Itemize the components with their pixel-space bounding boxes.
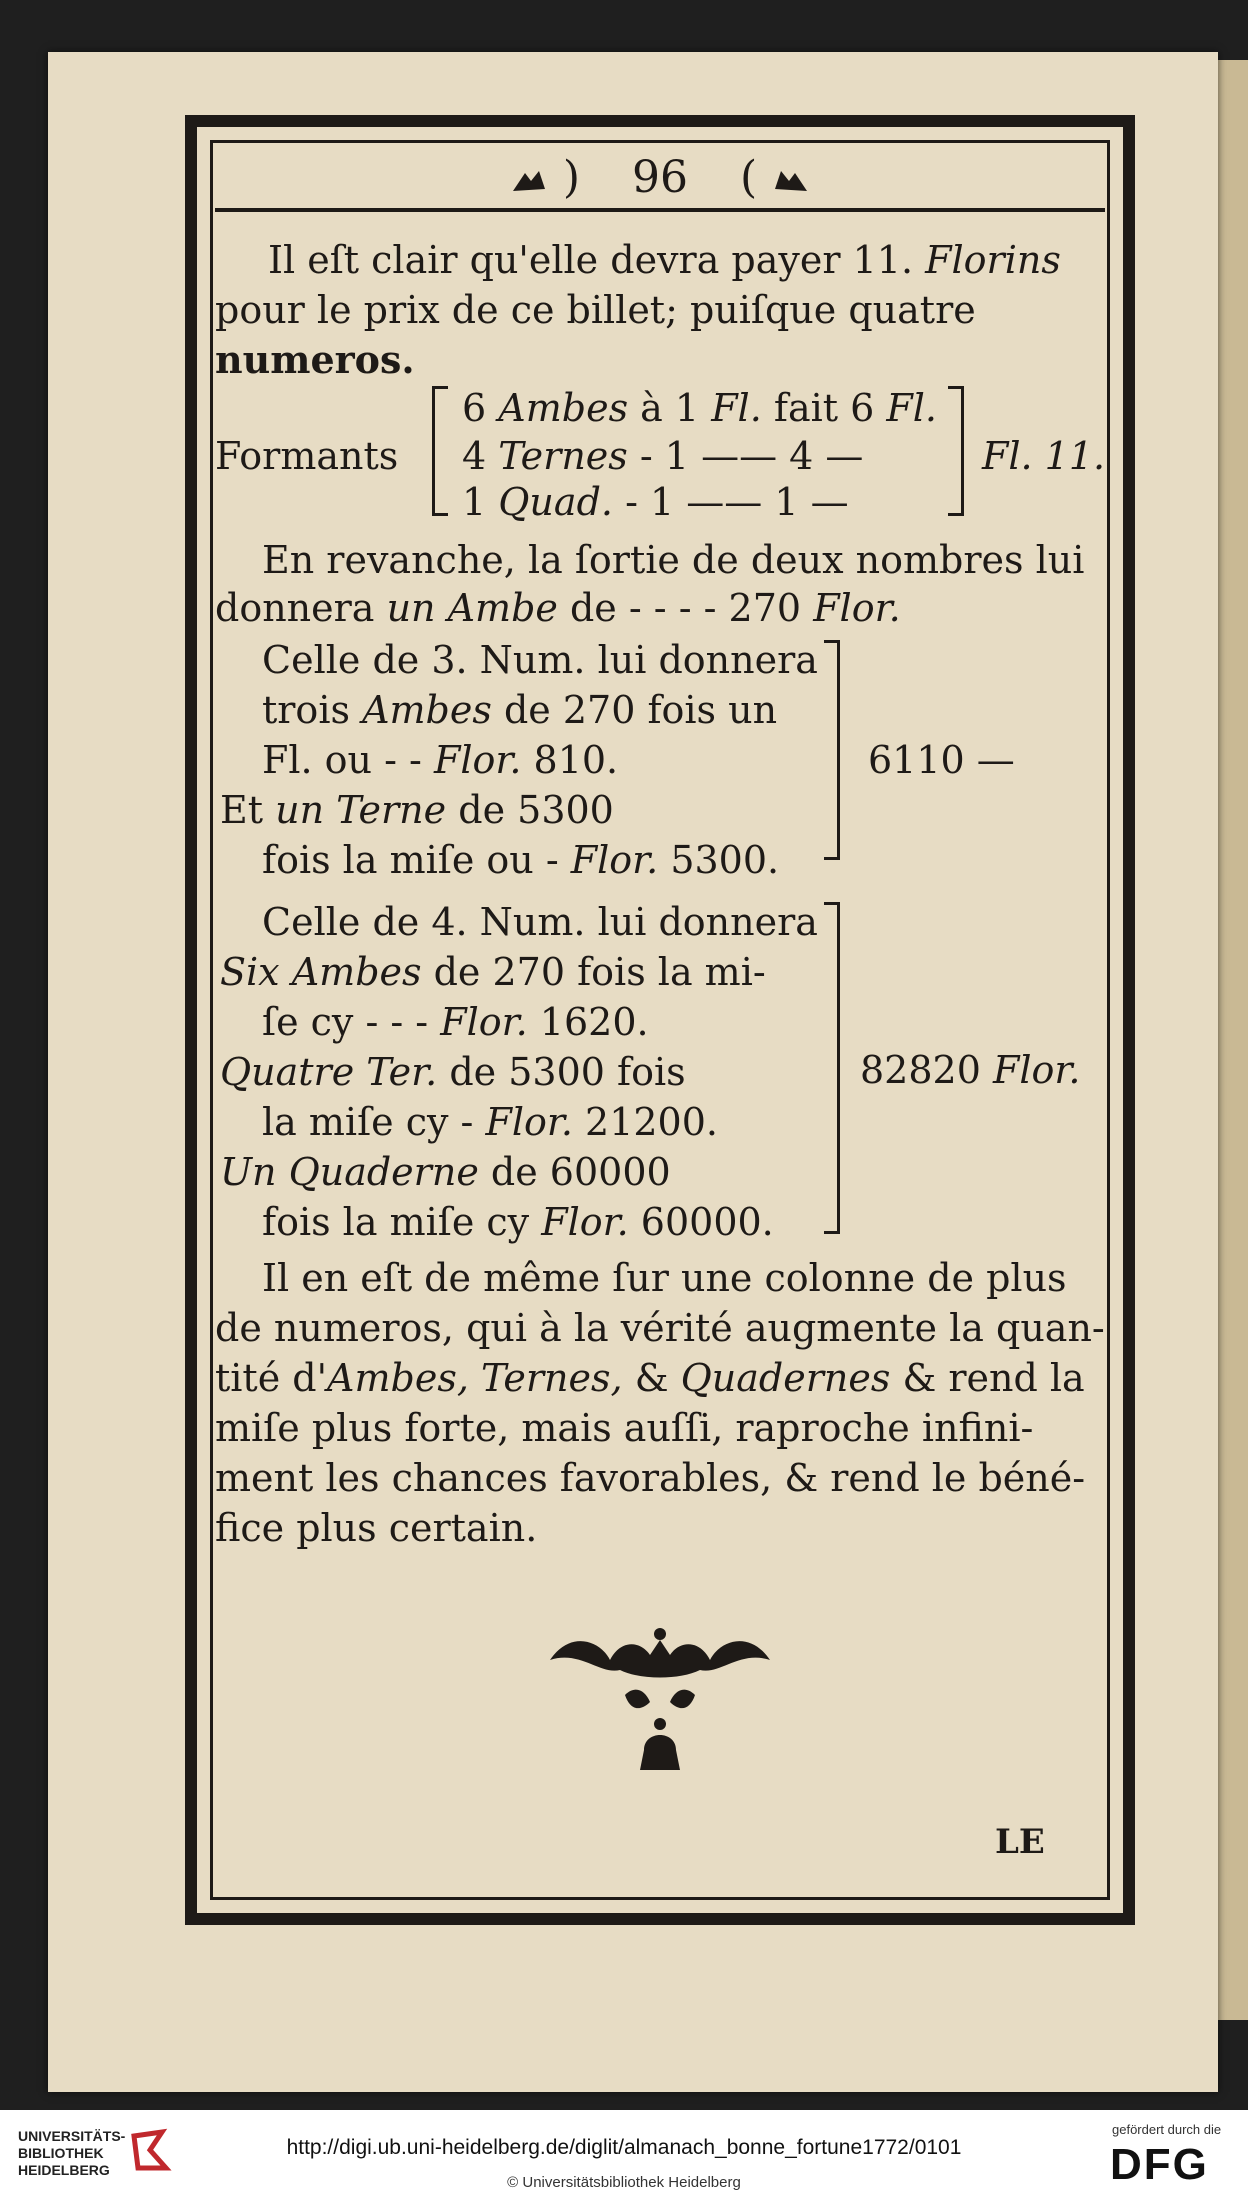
paren-left: ) xyxy=(562,152,580,203)
p1-line-3: numeros. xyxy=(215,337,415,382)
p3-line-5: ment les chances favorables, & rend le béné- xyxy=(215,1456,1086,1500)
b4-line-4: Quatre Ter. de 5300 fois xyxy=(220,1050,686,1094)
formants-row-3: 1 Quad. - 1 —— 1 — xyxy=(462,480,849,524)
dfg-logo[interactable]: DFG xyxy=(1110,2140,1209,2189)
header-rule xyxy=(215,208,1105,212)
page-number: 96 xyxy=(632,152,688,203)
library-logo-text[interactable]: UNIVERSITÄTS- BIBLIOTHEK HEIDELBERG xyxy=(18,2128,126,2178)
ornament-right-icon xyxy=(771,167,811,195)
b4-line-1: Celle de 4. Num. lui donnera xyxy=(262,900,818,944)
formants-brace-left xyxy=(432,386,448,516)
page-url-link[interactable]: http://digi.ub.uni-heidelberg.de/diglit/almanach_bonne_fortune1772/0101 xyxy=(286,2136,962,2159)
paren-right: ( xyxy=(740,152,758,203)
b4-brace xyxy=(824,902,840,1234)
catchword: LE xyxy=(995,1822,1045,1862)
b4-line-3: ſe cy - - - Flor. 1620. xyxy=(262,1000,649,1044)
formants-brace-right xyxy=(948,386,964,516)
formants-total: Fl. 11. xyxy=(982,434,1106,478)
b3-brace xyxy=(824,640,840,860)
ornament-left-icon xyxy=(509,167,549,195)
formants-label: Formants xyxy=(215,434,399,478)
p1-line-2: pour le prix de ce billet; puiſque quatre xyxy=(215,288,976,332)
b4-line-7: fois la miſe cy Flor. 60000. xyxy=(262,1200,774,1244)
fleuron-ornament-icon xyxy=(540,1620,780,1800)
b3-line-3: Fl. ou - - Flor. 810. xyxy=(262,738,619,782)
b3-line-4: Et un Terne de 5300 xyxy=(220,788,614,832)
running-header xyxy=(215,150,1105,206)
b3-line-2: trois Ambes de 270 fois un xyxy=(262,688,778,732)
copyright-notice: © Universitätsbibliothek Heidelberg xyxy=(507,2174,741,2191)
p3-line-4: miſe plus forte, mais auſſi, raproche infini- xyxy=(215,1406,1034,1450)
p3-line-2: de numeros, qui à la vérité augmente la quan- xyxy=(215,1306,1105,1350)
b4-line-6: Un Quaderne de 60000 xyxy=(220,1150,671,1194)
p2-line-2: donnera un Ambe de - - - - 270 Flor. xyxy=(215,586,901,630)
p2-line-1: En revanche, la ſortie de deux nombres lui xyxy=(262,538,1085,582)
formants-row-2: 4 Ternes - 1 —— 4 — xyxy=(462,434,864,478)
funded-by-text: gefördert durch die xyxy=(1112,2122,1222,2137)
b3-line-1: Celle de 3. Num. lui donnera xyxy=(262,638,818,682)
formants-row-1: 6 Ambes à 1 Fl. fait 6 Fl. xyxy=(462,386,937,430)
b4-total: 82820 Flor. xyxy=(860,1048,1081,1092)
p1-line-1: Il eſt clair qu'elle devra payer 11. Florins xyxy=(268,238,1061,282)
b3-line-5: fois la miſe ou - Flor. 5300. xyxy=(262,838,780,882)
p3-line-1: Il en eſt de même ſur une colonne de plus xyxy=(262,1256,1067,1300)
p3-line-3: tité d'Ambes, Ternes, & Quadernes & rend la xyxy=(215,1356,1085,1400)
b4-line-2: Six Ambes de 270 fois la mi- xyxy=(220,950,766,994)
b3-total: 6110 — xyxy=(868,738,1015,782)
p3-line-6: fice plus certain. xyxy=(215,1506,538,1550)
b4-line-5: la miſe cy - Flor. 21200. xyxy=(262,1100,718,1144)
